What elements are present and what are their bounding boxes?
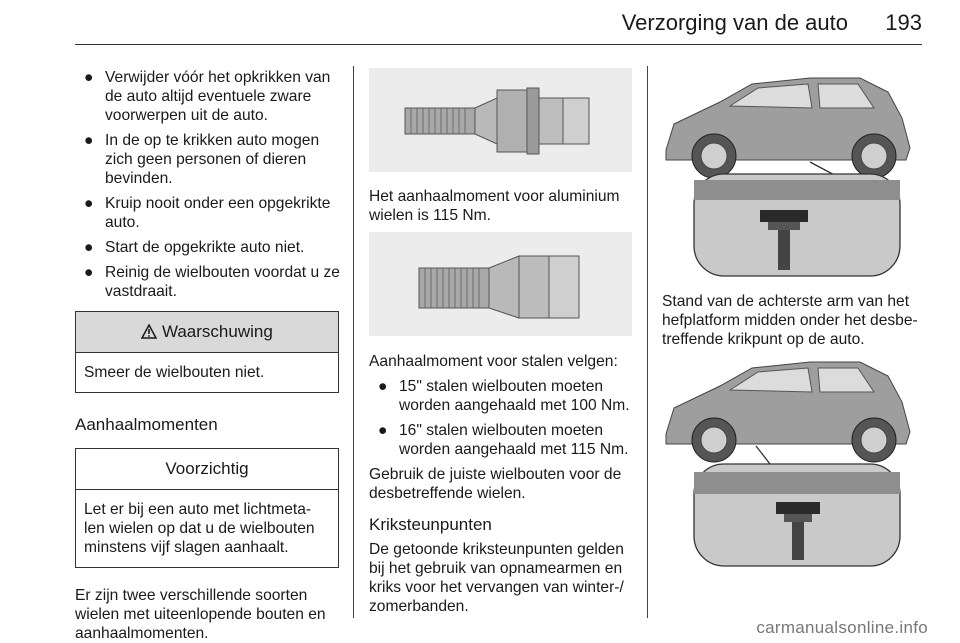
warning-title: Waarschuwing	[161, 322, 273, 341]
column-divider-right	[647, 66, 648, 618]
alloy-wheel-bolt-illustration	[369, 68, 632, 172]
warning-box	[75, 311, 339, 393]
column-3	[662, 292, 928, 349]
warning-triangle-icon	[141, 322, 162, 341]
column-2	[369, 187, 637, 225]
car-lift-point-illustration-bottom	[660, 352, 925, 570]
caution-box	[75, 448, 339, 568]
warning-box-header	[76, 312, 338, 353]
page-header-title: Verzorging van de auto	[621, 10, 848, 35]
caption: Het aanhaalmoment voor aluminium wielen is 115 Nm.	[369, 188, 620, 224]
list-item: ● In de op te krikken auto mogen zich geen personen of dieren bevinden.	[84, 132, 320, 187]
section-heading: Kriksteunpunten	[369, 515, 492, 534]
column-divider-left	[353, 66, 354, 618]
caption: Stand van de achterste arm van het hefplatform midden onder het desbe-treffende krikpunt op de auto.	[662, 293, 918, 348]
car-lift-point-illustration-top	[660, 68, 925, 280]
watermark: carmanualsonline.info	[756, 618, 928, 637]
column-2-lower	[369, 352, 639, 616]
section-heading: Aanhaalmomenten	[75, 415, 218, 434]
list-item: ● Start de opgekrikte auto niet.	[84, 239, 305, 256]
paragraph: Gebruik de juiste wielbouten voor de desbetreffende wielen.	[369, 466, 622, 502]
header-rule	[75, 44, 922, 45]
list-item: ● Reinig de wielbouten voordat u ze vastdraait.	[84, 264, 340, 300]
page-number: 193	[885, 10, 922, 35]
list-item: ● 16" stalen wielbouten moeten worden aangehaald met 115 Nm.	[378, 422, 629, 458]
paragraph: De getoonde kriksteunpunten gelden bij het gebruik van opnamearmen en kriks voor het vervangen van winter-/ zomerbanden.	[369, 541, 624, 615]
caution-title: Voorzichtig	[76, 449, 338, 490]
list-item: ● 15" stalen wielbouten moeten worden aangehaald met 100 Nm.	[378, 378, 630, 414]
paragraph: Er zijn twee verschillende soorten wielen met uiteenlopende bouten en aanhaalmomenten.	[75, 587, 326, 642]
column-1	[75, 68, 343, 643]
caption: Aanhaalmoment voor stalen velgen:	[369, 353, 618, 370]
caution-body: Let er bij een auto met lichtmeta-len wielen op dat u de wielbouten minstens vijf slagen aanhaalt.	[84, 501, 315, 556]
list-item: ● Verwijder vóór het opkrikken van de auto altijd eventuele zware voorwerpen uit de auto.	[84, 69, 331, 124]
warning-body: Smeer de wielbouten niet.	[84, 364, 265, 381]
steel-wheel-bolt-illustration	[369, 232, 632, 336]
list-item: ● Kruip nooit onder een opgekrikte auto.	[84, 195, 331, 231]
